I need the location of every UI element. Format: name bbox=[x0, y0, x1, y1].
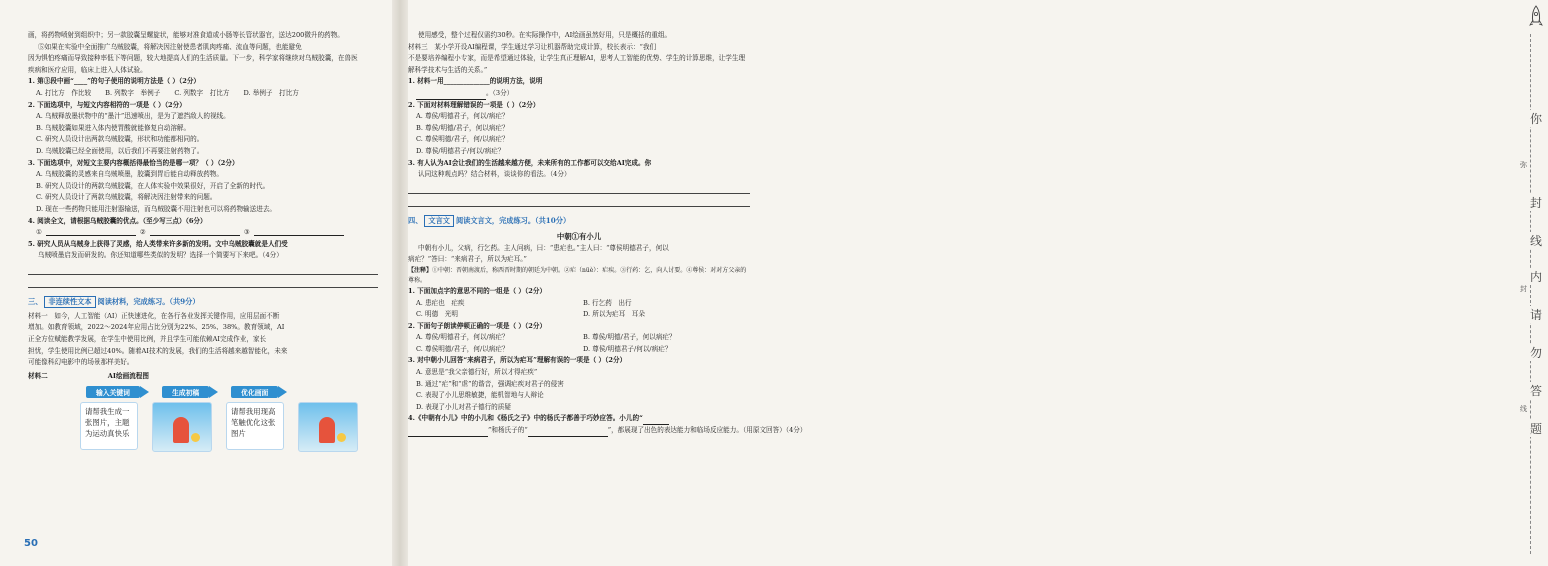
option[interactable]: C. 明德 光明 bbox=[416, 310, 458, 319]
option[interactable]: D. 现在一些药物只能用注射器输送，而乌贼胶囊不用注射也可以将药物输送进去。 bbox=[36, 204, 277, 213]
material-2-heading bbox=[28, 371, 378, 383]
option[interactable]: D. 尊侯/明德君子/何以/病疟？ bbox=[416, 146, 505, 155]
passage-text: ⑤如果在实验中全面推广乌贼胶囊，将解决因注射使患者肌肉疼痛、流血等问题，也能避免 bbox=[38, 42, 302, 51]
question-4-text: ”，都展现了出色的表达能力和临场反应能力。（用原文回答）（4分） bbox=[607, 426, 807, 435]
material-1: 正全方位赋能教学发展，在学生中使用比例，并且学生可能依赖AI完成作业，家长 bbox=[28, 335, 267, 344]
classical-text: 中朝有小儿，父病，行乞药。主人问病，曰：“患疟也。”主人曰：“尊侯明德君子，何以 bbox=[418, 243, 669, 252]
question-4: 4. 阅读全文，请根据乌贼胶囊的优点。（至少写三点）（6分） bbox=[28, 216, 207, 225]
option[interactable]: A. 乌贼胶囊的灵感来自乌贼喷墨，胶囊到胃后能自动释放药物。 bbox=[36, 170, 223, 179]
material-label: 材料二 bbox=[28, 371, 48, 380]
material-text: 使用感受，整个过程仅需约30秒。在实际操作中，AI绘画虽然好用，只是概括的重组。 bbox=[418, 31, 672, 39]
question-2: 2. 下面选项中，与短文内容相符的一项是（ ）（2分） bbox=[28, 100, 186, 109]
question-3: 3. 下面选项中，对短文主要内容概括得最恰当的是哪一项？（ ）（2分） bbox=[28, 158, 239, 167]
section-title: 阅读材料，完成练习。（共9分） bbox=[97, 296, 200, 306]
left-page bbox=[0, 0, 392, 566]
side-char: 答 bbox=[1524, 382, 1548, 399]
material-1: 材料一 如今，人工智能（AI）正快速进化，在各行各业发挥关键作用，应用层面不断 bbox=[28, 311, 280, 320]
option[interactable]: A. 尊侯/明德君子，何以/病疟？ bbox=[416, 112, 509, 121]
side-char: 你 bbox=[1524, 110, 1548, 127]
generated-image bbox=[152, 402, 212, 452]
material-1: 增加。如教育领域，2022～2024年应用占比分别为22%、25%、38%。教育领域，AI bbox=[28, 323, 285, 332]
flow-step: 生成初稿 bbox=[162, 386, 209, 398]
option[interactable]: D. 举例子 打比方 bbox=[243, 88, 299, 97]
side-char: 线 bbox=[1524, 232, 1548, 249]
flowchart-steps bbox=[28, 386, 378, 398]
option[interactable]: C. 研究人员设计了两款乌贼胶囊，将解决因注射带来的问题。 bbox=[36, 193, 217, 202]
section-header: 四、 文言文 阅读文言文，完成练习。（共10分） bbox=[408, 215, 571, 225]
question-1: 1. 第③段中画“____”的句子使用的说明方法是（ ）（2分） bbox=[28, 77, 201, 86]
question-3: 3. 有人认为AI会让我们的生活越来越方便，未来所有的工作都可以交给AI完成。你 bbox=[408, 158, 652, 167]
section-title: 阅读文言文，完成练习。（共10分） bbox=[455, 215, 571, 225]
prompt-card: 请帮我用现高笔触优化这张图片 bbox=[226, 402, 284, 450]
question-3-cont: 认同这种观点吗？结合材料，谈谈你的看法。（4分） bbox=[418, 170, 571, 179]
answer-blank[interactable] bbox=[416, 91, 486, 100]
option[interactable]: B. 行乞药 出行 bbox=[583, 298, 632, 307]
right-page bbox=[408, 0, 807, 566]
answer-blank[interactable] bbox=[408, 428, 488, 437]
answer-blank[interactable] bbox=[150, 227, 240, 236]
passage-text: 因为惧怕疼痛而导致接种率低下等问题，较大地提高人们的生活质量。下一步，科学家将继续对乌贼胶囊，在兽医 bbox=[28, 54, 358, 63]
book-gutter bbox=[392, 0, 408, 566]
answer-blank[interactable] bbox=[528, 428, 608, 437]
question-1: 1. 下面加点字的意思不同的一组是（ ）（2分） bbox=[408, 286, 547, 295]
option[interactable]: D. 乌贼胶囊已经全面使用，以后我们不再要注射药物了。 bbox=[36, 146, 204, 155]
option[interactable]: C. 研究人员设计出两款乌贼胶囊，形状和功能都相同的。 bbox=[36, 135, 204, 144]
flow-step: 输入关键词 bbox=[86, 386, 140, 398]
section-header: 三、 非连续性文本 阅读材料，完成练习。（共9分） bbox=[28, 296, 200, 306]
option[interactable]: C. 尊侯明德/君子，何/以病疟？ bbox=[416, 344, 509, 353]
passage-text: 画，将药物喷射到组织中；另一款胶囊呈螺旋状，能够对准食道或小肠等长管状器官，送达200微升的药物。 bbox=[28, 31, 344, 39]
notes-text: ①中朝：晋朝南渡后，称西晋时期的朝廷为中朝。②疟（nüè）：疟疾。③行药：乞，向人讨要。④尊侯：对对方父亲的尊称。 bbox=[408, 266, 747, 284]
answer-line[interactable] bbox=[28, 264, 378, 275]
section-tag: 文言文 bbox=[424, 215, 454, 227]
question-4-cont bbox=[408, 425, 807, 437]
question-1-options bbox=[408, 298, 750, 321]
material-1: 担忧，学生使用比例已超过40%。随着AI技术的发展，我们的生活将越来越智能化，未来 bbox=[28, 346, 288, 355]
material-1: 可能像科幻电影中的场景那样美好。 bbox=[28, 358, 134, 367]
side-char: 题 bbox=[1524, 420, 1548, 437]
side-char: 内 bbox=[1524, 268, 1548, 285]
question-2: 2. 下面对材料理解错误的一项是（ ）（2分） bbox=[408, 100, 540, 109]
question-5-cont: 乌贼喷墨启发而研发的。你还知道哪些类似的发明？选择一个简要写下来吧。（4分） bbox=[38, 251, 283, 260]
flowchart-cards bbox=[28, 402, 378, 452]
notes-label: 【注释】 bbox=[408, 266, 433, 274]
question-1: 1. 材料一用______________的说明方法，说明 bbox=[408, 77, 543, 86]
option[interactable]: B. 研究人员设计的两款乌贼胶囊，在人体实验中效果很好，开启了全新的时代。 bbox=[36, 181, 270, 190]
side-small-char: 封 bbox=[1520, 285, 1527, 293]
notes bbox=[408, 266, 750, 286]
option[interactable]: A. 尊侯/明德君子，何以/病疟？ bbox=[416, 333, 509, 342]
blank-label: ① bbox=[36, 228, 42, 237]
option[interactable]: C. 表现了小儿思维敏捷，能机智地与人辩论 bbox=[416, 391, 544, 400]
section-tag: 非连续性文本 bbox=[44, 296, 95, 308]
side-small-char: 弥 bbox=[1520, 161, 1527, 169]
question-4-blanks bbox=[28, 227, 378, 239]
flowchart-title: AI绘画流程图 bbox=[107, 371, 149, 380]
option[interactable]: D. 所以为疟耳 耳朵 bbox=[583, 310, 645, 319]
blank-label: ③ bbox=[243, 228, 250, 237]
option[interactable]: B. 尊侯/明德/君子，何以病疟？ bbox=[583, 333, 676, 342]
question-2-options bbox=[408, 332, 750, 355]
answer-line[interactable] bbox=[28, 277, 378, 288]
option[interactable]: B. 通过“疟”和“虐”的谐音，强调疟疾对君子的侵害 bbox=[416, 379, 564, 388]
optimized-image bbox=[298, 402, 358, 452]
option[interactable]: B. 列数字 举例子 bbox=[105, 88, 161, 97]
classical-text: 病疟？”答曰：“来病君子，所以为疟耳。” bbox=[408, 255, 527, 264]
prompt-card: 请帮我生成一张图片，主题为运动真快乐 bbox=[80, 402, 138, 450]
side-char: 请 bbox=[1524, 306, 1548, 323]
binding-strip bbox=[758, 0, 1542, 566]
option[interactable]: B. 乌贼胶囊如果进入体内使胃酸就能修复自动溶解。 bbox=[36, 123, 191, 132]
side-char: 封 bbox=[1524, 194, 1548, 211]
option[interactable]: A. 打比方 作比较 bbox=[36, 88, 92, 97]
option[interactable]: C. 尊侯明德/君子，何/以病疟？ bbox=[416, 135, 509, 144]
option[interactable]: C. 列数字 打比方 bbox=[174, 88, 230, 97]
option[interactable]: D. 尊侯/明德君子/何以/病疟？ bbox=[583, 344, 672, 353]
poem-title: 中朝①有小儿 bbox=[556, 231, 602, 241]
option[interactable]: A. 乌贼释放墨状物中的“墨汁”迅速喷出，是为了遮挡敌人的视线。 bbox=[36, 112, 230, 121]
option[interactable]: A. 患疟也 疟疾 bbox=[416, 298, 465, 307]
blank-label: ② bbox=[139, 228, 146, 237]
answer-line[interactable] bbox=[408, 196, 750, 207]
answer-line[interactable] bbox=[408, 183, 750, 194]
option[interactable]: B. 尊侯/明德/君子，何以病疟？ bbox=[416, 123, 509, 132]
question-3: 3. 对中朝小儿回答“来病君子，所以为疟耳”理解有误的一项是（ ）（2分） bbox=[408, 356, 627, 365]
answer-blank[interactable] bbox=[46, 227, 136, 236]
answer-blank[interactable] bbox=[254, 227, 344, 236]
question-1-options bbox=[28, 88, 378, 100]
question-5: 5. 研究人员从乌贼身上获得了灵感，给人类带来许多新的发明。文中乌贼胶囊就是人们受 bbox=[28, 239, 288, 248]
side-small-char: 线 bbox=[1520, 405, 1527, 413]
answer-blank[interactable] bbox=[643, 416, 669, 425]
option[interactable]: D. 表现了小儿对君子德行的质疑 bbox=[416, 402, 511, 411]
question-4-text: ”和杨氏子的“ bbox=[488, 426, 528, 435]
side-char: 勿 bbox=[1524, 344, 1548, 361]
option[interactable]: A. 意思是“我父亲德行好，所以才得疟疾” bbox=[416, 368, 538, 377]
page-number: 50 bbox=[24, 538, 38, 549]
question-4-text: 4.《中朝有小儿》中的小儿和《杨氏之子》中的杨氏子都善于巧妙应答。小儿的“ bbox=[408, 414, 643, 423]
question-2: 2. 下面句子朗读停顿正确的一项是（ ）（2分） bbox=[408, 321, 547, 330]
rocket-icon bbox=[1530, 6, 1542, 28]
passage-text: 疾病和医疗应用，临床上进入人体试验。 bbox=[28, 65, 147, 74]
question-1-blank bbox=[408, 88, 750, 100]
question-1-end: 。（3分） bbox=[486, 88, 514, 97]
flow-step: 优化画面 bbox=[231, 386, 278, 398]
question-4 bbox=[408, 413, 750, 425]
material-3: 不是要培养编程小专家，而是希望通过体验，让学生真正理解AI，思考人工智能的优势、学生的计算思维，让学生理解科学技术与生活的关系。” bbox=[408, 54, 746, 74]
material-3: 材料三 某小学开设AI编程课，学生通过学习让机器帮助完成计算，校长表示：“我们 bbox=[408, 42, 657, 51]
